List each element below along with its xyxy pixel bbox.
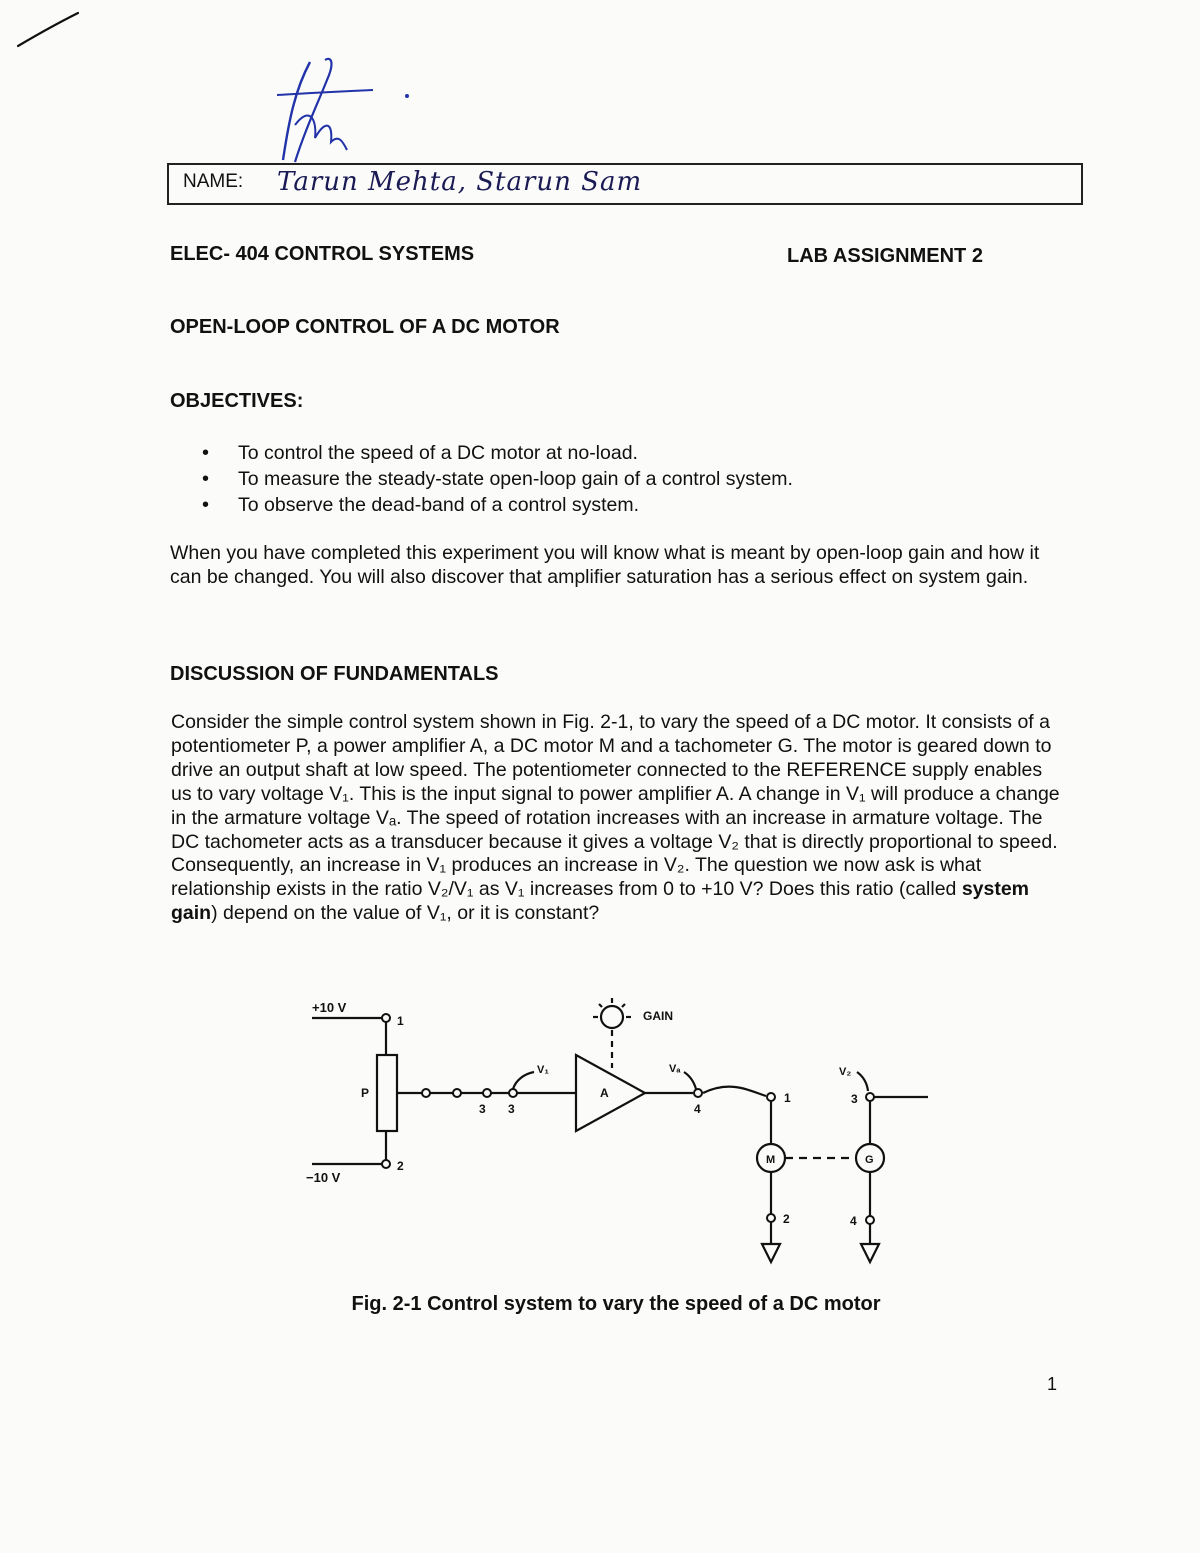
pot-label: P xyxy=(361,1086,370,1100)
terminal xyxy=(767,1093,775,1101)
terminal-label: 3 xyxy=(508,1102,515,1116)
assignment-label: LAB ASSIGNMENT 2 xyxy=(787,245,983,267)
amp-label: A xyxy=(600,1086,609,1100)
potentiometer-body xyxy=(377,1055,397,1131)
name-label: NAME: xyxy=(183,171,244,192)
terminal xyxy=(509,1089,517,1097)
terminal-label: 4 xyxy=(694,1102,701,1116)
terminal xyxy=(453,1089,461,1097)
terminal xyxy=(694,1089,702,1097)
tach-label: G xyxy=(865,1154,874,1166)
course-title: ELEC- 404 CONTROL SYSTEMS xyxy=(170,243,475,265)
terminal xyxy=(866,1216,874,1224)
page-number: 1 xyxy=(1047,1374,1058,1394)
discussion-text-end: ) depend on the value of V₁, or it is constant? xyxy=(211,902,600,925)
intro-paragraph: When you have completed this experiment you will know what is meant by open-loop gain and how it can be changed. You will also discover that amplifier saturation has a serious effect on system gain. xyxy=(170,542,1040,588)
gain-label: GAIN xyxy=(643,1009,673,1023)
v1-label: V₁ xyxy=(537,1064,549,1076)
terminal xyxy=(866,1093,874,1101)
va-label: Vₐ xyxy=(669,1063,681,1075)
tach-ground-icon xyxy=(861,1244,879,1262)
terminal-label: 3 xyxy=(851,1092,858,1106)
objective-item: • To measure the steady-state open-loop gain of a control system. xyxy=(200,466,793,492)
gain-knob-icon xyxy=(601,1006,623,1028)
objective-item: • To control the speed of a DC motor at no-load. xyxy=(200,440,793,466)
motor-label: M xyxy=(766,1154,776,1166)
objectives-heading: OBJECTIVES: xyxy=(170,390,304,412)
plus-supply-label: +10 V xyxy=(312,1000,347,1015)
objective-item: • To observe the dead-band of a control system. xyxy=(200,492,793,518)
terminal xyxy=(483,1089,491,1097)
discussion-text: Consider the simple control system shown in Fig. 2-1, to vary the speed of a DC motor. It consists of a potentiometer P, a power amplifier A, a DC motor M and a tachometer G. The motor is geared down to drive an output shaft at low speed. The potentiometer connected to the REFERENCE supply enables us to vary voltage V₁. This is the input signal to power amplifier A. A change in V₁ will produce a change in the armature voltage Vₐ. The speed of rotation increases with an increase in armature voltage. The DC tachometer acts as a transducer because it gives a voltage V₂ that is directly proportional to speed. Consequently, an increase in V₁ produces an increase in V₂. The question we now ask is what relationship exists in the ratio V₂/V₁ as V₁ increases from 0 to +10 V? Does this ratio (called xyxy=(171,711,1060,901)
terminal xyxy=(382,1014,390,1022)
v2-label: V₂ xyxy=(839,1066,852,1078)
name-handwritten-value: Tarun Mehta, Starun Sam xyxy=(277,167,643,197)
terminal xyxy=(382,1160,390,1168)
terminal xyxy=(422,1089,430,1097)
terminal-label: 3 xyxy=(479,1102,486,1116)
terminal-label: 1 xyxy=(784,1091,791,1105)
terminal-label: 2 xyxy=(783,1212,790,1226)
terminal-label: 2 xyxy=(397,1159,404,1173)
minus-supply-label: −10 V xyxy=(306,1170,341,1185)
motor-ground-icon xyxy=(762,1244,780,1262)
discussion-heading: DISCUSSION OF FUNDAMENTALS xyxy=(170,663,499,685)
amplifier-triangle xyxy=(576,1055,645,1131)
terminal xyxy=(767,1214,775,1222)
system-gain-term: system gain xyxy=(171,878,1030,925)
terminal-label: 4 xyxy=(850,1214,857,1228)
terminal-label: 1 xyxy=(397,1014,404,1028)
document-title: OPEN-LOOP CONTROL OF A DC MOTOR xyxy=(170,316,560,338)
figure-caption: Fig. 2-1 Control system to vary the speed of a DC motor xyxy=(351,1293,881,1315)
